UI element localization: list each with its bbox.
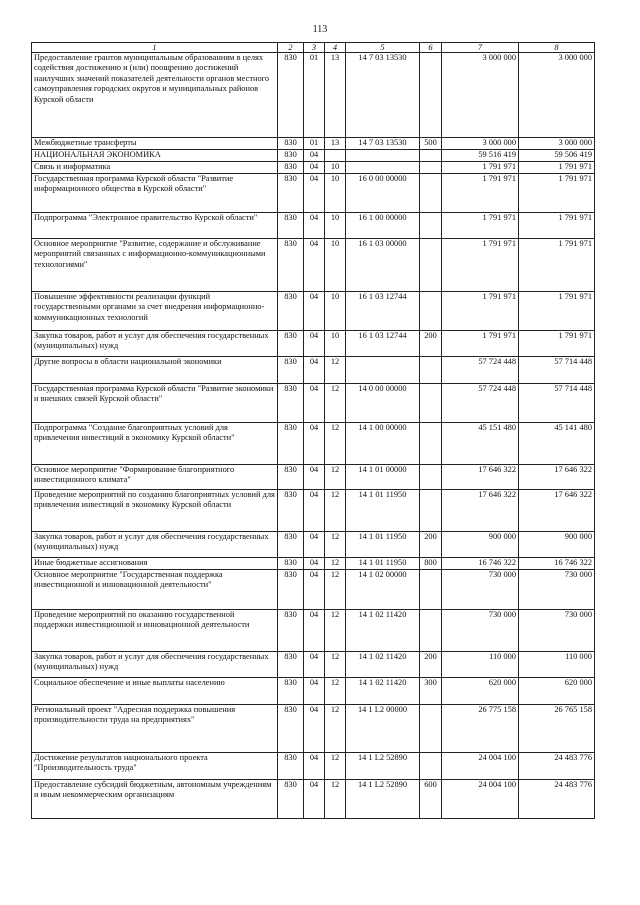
- cell-amount-year2: 57 714 448: [519, 384, 595, 423]
- col-header: 1: [32, 43, 278, 53]
- cell-target-article: 14 1 01 00000: [346, 465, 420, 490]
- cell-amount-year1: 17 646 322: [442, 465, 519, 490]
- table-row: [32, 753, 595, 780]
- cell-section: 04: [304, 705, 325, 753]
- cell-amount-year1: 110 000: [442, 652, 519, 678]
- cell-target-article: 16 1 00 00000: [346, 213, 420, 239]
- header-row: [32, 43, 595, 53]
- cell-admin-code: 830: [278, 357, 304, 384]
- table-row: [32, 384, 595, 423]
- cell-expense-type: [420, 384, 442, 423]
- cell-admin-code: 830: [278, 384, 304, 423]
- cell-name: Государственная программа Курской области "Развитие информационного общества в Курской области": [32, 174, 278, 213]
- cell-section: 04: [304, 652, 325, 678]
- cell-name: Связь и информатика: [32, 162, 278, 174]
- cell-name: Региональный проект "Адресная поддержка повышения производительности труда на предприятиях": [32, 705, 278, 753]
- cell-expense-type: [420, 465, 442, 490]
- cell-name: Основное мероприятие "Развитие, содержание и обслуживание мероприятий связанных с информационно-коммуникационными технологиями": [32, 239, 278, 292]
- cell-amount-year2: 59 506 419: [519, 150, 595, 162]
- cell-admin-code: 830: [278, 465, 304, 490]
- cell-amount-year1: 57 724 448: [442, 384, 519, 423]
- col-header: 8: [519, 43, 595, 53]
- cell-admin-code: 830: [278, 331, 304, 357]
- cell-name: Закупка товаров, работ и услуг для обеспечения государственных (муниципальных) нужд: [32, 331, 278, 357]
- cell-expense-type: 300: [420, 678, 442, 705]
- cell-subsection: 12: [325, 357, 346, 384]
- cell-admin-code: 830: [278, 678, 304, 705]
- cell-section: 04: [304, 213, 325, 239]
- cell-amount-year1: 1 791 971: [442, 213, 519, 239]
- cell-amount-year2: 1 791 971: [519, 162, 595, 174]
- cell-amount-year2: 16 746 322: [519, 558, 595, 570]
- cell-amount-year2: 900 000: [519, 532, 595, 558]
- cell-section: 04: [304, 331, 325, 357]
- cell-amount-year2: 110 000: [519, 652, 595, 678]
- cell-admin-code: 830: [278, 490, 304, 532]
- cell-expense-type: [420, 174, 442, 213]
- cell-amount-year2: 1 791 971: [519, 239, 595, 292]
- table-row: [32, 705, 595, 753]
- cell-section: 04: [304, 239, 325, 292]
- col-header: 2: [278, 43, 304, 53]
- cell-section: 04: [304, 292, 325, 331]
- table-row: [32, 162, 595, 174]
- cell-expense-type: [420, 610, 442, 652]
- table-row: [32, 558, 595, 570]
- cell-amount-year1: 57 724 448: [442, 357, 519, 384]
- cell-amount-year1: 1 791 971: [442, 239, 519, 292]
- cell-admin-code: 830: [278, 780, 304, 819]
- cell-admin-code: 830: [278, 532, 304, 558]
- cell-amount-year2: 3 000 000: [519, 53, 595, 138]
- cell-section: 04: [304, 162, 325, 174]
- cell-target-article: 16 1 03 00000: [346, 239, 420, 292]
- cell-expense-type: 600: [420, 780, 442, 819]
- cell-name: Социальное обеспечение и иные выплаты населению: [32, 678, 278, 705]
- cell-target-article: 14 1 02 00000: [346, 570, 420, 610]
- table-row: [32, 652, 595, 678]
- cell-name: Другие вопросы в области национальной экономики: [32, 357, 278, 384]
- cell-subsection: 10: [325, 162, 346, 174]
- cell-expense-type: 500: [420, 138, 442, 150]
- cell-expense-type: [420, 162, 442, 174]
- cell-amount-year1: 24 004 100: [442, 753, 519, 780]
- cell-subsection: 13: [325, 53, 346, 138]
- cell-subsection: 12: [325, 558, 346, 570]
- cell-section: 04: [304, 570, 325, 610]
- cell-subsection: 10: [325, 239, 346, 292]
- cell-target-article: 14 1 L2 52890: [346, 780, 420, 819]
- cell-section: 04: [304, 150, 325, 162]
- cell-section: 04: [304, 465, 325, 490]
- cell-target-article: [346, 162, 420, 174]
- cell-target-article: 16 1 03 12744: [346, 292, 420, 331]
- cell-amount-year1: 17 646 322: [442, 490, 519, 532]
- cell-subsection: 12: [325, 423, 346, 465]
- cell-subsection: 10: [325, 213, 346, 239]
- cell-expense-type: [420, 357, 442, 384]
- cell-section: 04: [304, 174, 325, 213]
- cell-section: 04: [304, 678, 325, 705]
- cell-expense-type: 200: [420, 652, 442, 678]
- cell-subsection: 12: [325, 490, 346, 532]
- cell-amount-year1: 1 791 971: [442, 162, 519, 174]
- cell-section: 04: [304, 490, 325, 532]
- cell-amount-year2: 1 791 971: [519, 174, 595, 213]
- cell-expense-type: [420, 705, 442, 753]
- cell-section: 04: [304, 610, 325, 652]
- cell-name: Достижение результатов национального проекта "Производительность труда": [32, 753, 278, 780]
- cell-amount-year2: 24 483 776: [519, 780, 595, 819]
- cell-name: Подпрограмма "Электронное правительство Курской области": [32, 213, 278, 239]
- cell-amount-year2: 1 791 971: [519, 331, 595, 357]
- cell-name: Иные бюджетные ассигнования: [32, 558, 278, 570]
- cell-expense-type: [420, 239, 442, 292]
- table-row: [32, 532, 595, 558]
- cell-amount-year2: 3 000 000: [519, 138, 595, 150]
- col-header: 5: [346, 43, 420, 53]
- cell-expense-type: 800: [420, 558, 442, 570]
- cell-subsection: 10: [325, 331, 346, 357]
- cell-target-article: 16 1 03 12744: [346, 331, 420, 357]
- table-row: [32, 570, 595, 610]
- cell-amount-year1: 26 775 158: [442, 705, 519, 753]
- table-row: [32, 292, 595, 331]
- cell-target-article: 14 1 L2 52890: [346, 753, 420, 780]
- cell-expense-type: [420, 150, 442, 162]
- cell-amount-year1: 1 791 971: [442, 174, 519, 213]
- table-row: [32, 150, 595, 162]
- cell-target-article: 16 0 00 00000: [346, 174, 420, 213]
- cell-amount-year2: 17 646 322: [519, 490, 595, 532]
- cell-section: 04: [304, 532, 325, 558]
- cell-target-article: 14 1 L2 00000: [346, 705, 420, 753]
- cell-name: Проведение мероприятий по оказанию государственной поддержки инвестиционной и инновационной деятельности: [32, 610, 278, 652]
- col-header: 4: [325, 43, 346, 53]
- cell-target-article: [346, 150, 420, 162]
- cell-amount-year1: 45 151 480: [442, 423, 519, 465]
- cell-amount-year2: 1 791 971: [519, 213, 595, 239]
- cell-target-article: 14 1 02 11420: [346, 610, 420, 652]
- budget-table: [31, 42, 595, 819]
- table-row: [32, 780, 595, 819]
- cell-amount-year1: 24 004 100: [442, 780, 519, 819]
- cell-amount-year1: 900 000: [442, 532, 519, 558]
- cell-subsection: [325, 150, 346, 162]
- cell-admin-code: 830: [278, 423, 304, 465]
- cell-expense-type: [420, 753, 442, 780]
- cell-amount-year1: 730 000: [442, 570, 519, 610]
- cell-name: Закупка товаров, работ и услуг для обеспечения государственных (муниципальных) нужд: [32, 652, 278, 678]
- cell-subsection: 12: [325, 780, 346, 819]
- cell-expense-type: 200: [420, 532, 442, 558]
- cell-amount-year2: 730 000: [519, 570, 595, 610]
- cell-amount-year1: 3 000 000: [442, 138, 519, 150]
- cell-section: 04: [304, 357, 325, 384]
- cell-target-article: 14 1 01 11950: [346, 532, 420, 558]
- cell-section: 04: [304, 753, 325, 780]
- cell-admin-code: 830: [278, 162, 304, 174]
- col-header: 3: [304, 43, 325, 53]
- cell-name: Повышение эффективности реализации функций государственными органами за счет внедрения информационно-коммуникационных технологий: [32, 292, 278, 331]
- cell-expense-type: [420, 490, 442, 532]
- cell-subsection: 12: [325, 678, 346, 705]
- table-row: [32, 357, 595, 384]
- cell-name: Подпрограмма "Создание благоприятных условий для привлечения инвестиций в экономику Курской области": [32, 423, 278, 465]
- cell-admin-code: 830: [278, 753, 304, 780]
- table-row: [32, 239, 595, 292]
- cell-amount-year1: 1 791 971: [442, 292, 519, 331]
- cell-name: Проведение мероприятий по созданию благоприятных условий для привлечения инвестиций в экономику Курской области: [32, 490, 278, 532]
- table-row: [32, 213, 595, 239]
- cell-admin-code: 830: [278, 705, 304, 753]
- cell-expense-type: 200: [420, 331, 442, 357]
- cell-expense-type: [420, 570, 442, 610]
- table-row: [32, 138, 595, 150]
- table-row: [32, 490, 595, 532]
- cell-section: 04: [304, 423, 325, 465]
- cell-subsection: 10: [325, 292, 346, 331]
- cell-name: Предоставление субсидий бюджетным, автономным учреждениям и иным некоммерческим организациям: [32, 780, 278, 819]
- cell-subsection: 12: [325, 465, 346, 490]
- cell-subsection: 10: [325, 174, 346, 213]
- cell-target-article: 14 1 01 11950: [346, 490, 420, 532]
- cell-subsection: 12: [325, 610, 346, 652]
- cell-admin-code: 830: [278, 138, 304, 150]
- cell-name: Основное мероприятие "Формирование благоприятного инвестиционного климата": [32, 465, 278, 490]
- cell-admin-code: 830: [278, 239, 304, 292]
- cell-expense-type: [420, 53, 442, 138]
- cell-section: 04: [304, 558, 325, 570]
- cell-amount-year1: 16 746 322: [442, 558, 519, 570]
- cell-amount-year2: 57 714 448: [519, 357, 595, 384]
- cell-subsection: 12: [325, 384, 346, 423]
- cell-target-article: 14 7 03 13530: [346, 53, 420, 138]
- table-row: [32, 53, 595, 138]
- cell-subsection: 12: [325, 705, 346, 753]
- cell-expense-type: [420, 213, 442, 239]
- cell-subsection: 12: [325, 753, 346, 780]
- table-row: [32, 331, 595, 357]
- cell-admin-code: 830: [278, 292, 304, 331]
- table-row: [32, 610, 595, 652]
- cell-amount-year1: 1 791 971: [442, 331, 519, 357]
- cell-name: Основное мероприятие "Государственная поддержка инвестиционной и инновационной деятельности": [32, 570, 278, 610]
- cell-name: Государственная программа Курской области "Развитие экономики и внешних связей Курской области": [32, 384, 278, 423]
- cell-section: 04: [304, 384, 325, 423]
- table-row: [32, 423, 595, 465]
- page-number: 113: [312, 24, 328, 35]
- cell-subsection: 12: [325, 532, 346, 558]
- cell-amount-year1: 59 516 419: [442, 150, 519, 162]
- col-header: 7: [442, 43, 519, 53]
- cell-target-article: 14 0 00 00000: [346, 384, 420, 423]
- cell-amount-year1: 620 000: [442, 678, 519, 705]
- cell-name: Предоставление грантов муниципальным образованиям в целях содействия достижению и (или) поощрению достижений наилучших значений показателей деятельности органов местного самоуправления городских округов и муниципальных районов Курской области: [32, 53, 278, 138]
- cell-amount-year2: 620 000: [519, 678, 595, 705]
- cell-subsection: 13: [325, 138, 346, 150]
- cell-name: Закупка товаров, работ и услуг для обеспечения государственных (муниципальных) нужд: [32, 532, 278, 558]
- cell-amount-year2: 730 000: [519, 610, 595, 652]
- cell-admin-code: 830: [278, 558, 304, 570]
- cell-target-article: 14 1 02 11420: [346, 652, 420, 678]
- cell-subsection: 12: [325, 652, 346, 678]
- cell-section: 01: [304, 138, 325, 150]
- cell-amount-year2: 24 483 776: [519, 753, 595, 780]
- cell-admin-code: 830: [278, 610, 304, 652]
- cell-target-article: 14 1 00 00000: [346, 423, 420, 465]
- cell-amount-year1: 3 000 000: [442, 53, 519, 138]
- cell-amount-year2: 45 141 480: [519, 423, 595, 465]
- cell-admin-code: 830: [278, 652, 304, 678]
- cell-target-article: 14 7 03 13530: [346, 138, 420, 150]
- cell-admin-code: 830: [278, 570, 304, 610]
- cell-name: НАЦИОНАЛЬНАЯ ЭКОНОМИКА: [32, 150, 278, 162]
- cell-amount-year2: 26 765 158: [519, 705, 595, 753]
- cell-section: 04: [304, 780, 325, 819]
- col-header: 6: [420, 43, 442, 53]
- cell-admin-code: 830: [278, 53, 304, 138]
- cell-target-article: 14 1 01 11950: [346, 558, 420, 570]
- cell-amount-year1: 730 000: [442, 610, 519, 652]
- cell-name: Межбюджетные трансферты: [32, 138, 278, 150]
- cell-target-article: [346, 357, 420, 384]
- table-row: [32, 174, 595, 213]
- cell-admin-code: 830: [278, 213, 304, 239]
- cell-admin-code: 830: [278, 174, 304, 213]
- cell-expense-type: [420, 423, 442, 465]
- cell-subsection: 12: [325, 570, 346, 610]
- cell-section: 01: [304, 53, 325, 138]
- cell-amount-year2: 1 791 971: [519, 292, 595, 331]
- cell-target-article: 14 1 02 11420: [346, 678, 420, 705]
- table-row: [32, 678, 595, 705]
- cell-admin-code: 830: [278, 150, 304, 162]
- cell-amount-year2: 17 646 322: [519, 465, 595, 490]
- cell-expense-type: [420, 292, 442, 331]
- table-row: [32, 465, 595, 490]
